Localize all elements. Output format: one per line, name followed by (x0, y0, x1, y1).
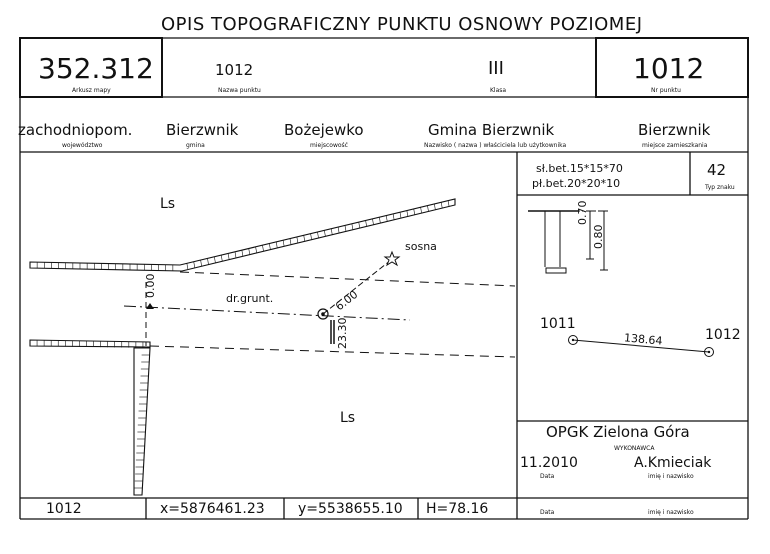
connection-from: 1011 (540, 316, 576, 332)
voivodeship: zachodniopom. (18, 121, 133, 139)
executor-company: OPGK Zielona Góra (546, 423, 690, 441)
owner: Gmina Bierzwnik (428, 121, 555, 139)
executor-caption: WYKONAWCA (614, 445, 655, 452)
marker-type-code: 42 (707, 161, 727, 179)
owner-caption: Nazwisko ( nazwa ) właściciela lub użytkownika (424, 142, 567, 149)
land-label-bottom: Ls (340, 410, 356, 426)
footer-point: 1012 (46, 501, 82, 517)
executor-name-caption: imię i nazwisko (648, 473, 694, 480)
footer-h: H=78.16 (426, 501, 489, 517)
marker-line-2: pł.bet.20*20*10 (532, 177, 621, 190)
footer-date-caption: Data (540, 509, 555, 516)
map-sheet-caption: Arkusz mapy (72, 87, 111, 94)
point-name-caption: Nazwa punktu (218, 87, 261, 94)
locality: Bożejewko (284, 121, 364, 139)
locality-caption: miejscowość (310, 142, 348, 149)
executor-date-caption: Data (540, 473, 555, 480)
depth-upper: 0.70 (576, 200, 589, 225)
point-number: 1012 (633, 52, 705, 85)
residence-caption: miejsce zamieszkania (642, 142, 708, 149)
marker-type-caption: Typ znaku (705, 184, 735, 191)
footer-y: y=5538655.10 (298, 501, 403, 517)
point-number-caption: Nr punktu (651, 87, 681, 94)
tree-distance: 6.00 (333, 287, 361, 314)
tree-label: sosna (405, 240, 437, 253)
offset-value: 0.00 (144, 273, 157, 298)
map-sheet: 352.312 (38, 52, 154, 85)
page-title: OPIS TOPOGRAFICZNY PUNKTU OSNOWY POZIOMEJ (161, 14, 643, 35)
footer-x: x=5876461.23 (160, 501, 265, 517)
marker-line-1: sł.bet.15*15*70 (536, 162, 623, 175)
road-distance: 23.30 (336, 317, 349, 349)
point-name: 1012 (215, 61, 254, 79)
connection-to: 1012 (705, 327, 741, 343)
executor-name: A.Kmieciak (634, 455, 712, 471)
executor-date: 11.2010 (520, 455, 578, 471)
gmina-caption: gmina (186, 142, 205, 149)
footer-name-caption: imię i nazwisko (648, 509, 694, 516)
connection-distance: 138.64 (623, 331, 663, 348)
land-label-top: Ls (160, 196, 176, 212)
class-caption: Klasa (490, 87, 507, 94)
depth-lower: 0.80 (592, 224, 605, 249)
point-class: III (488, 58, 504, 79)
voivodeship-caption: województwo (62, 142, 103, 149)
road-label: dr.grunt. (226, 292, 274, 305)
gmina: Bierzwnik (166, 121, 239, 139)
residence: Bierzwnik (638, 121, 711, 139)
